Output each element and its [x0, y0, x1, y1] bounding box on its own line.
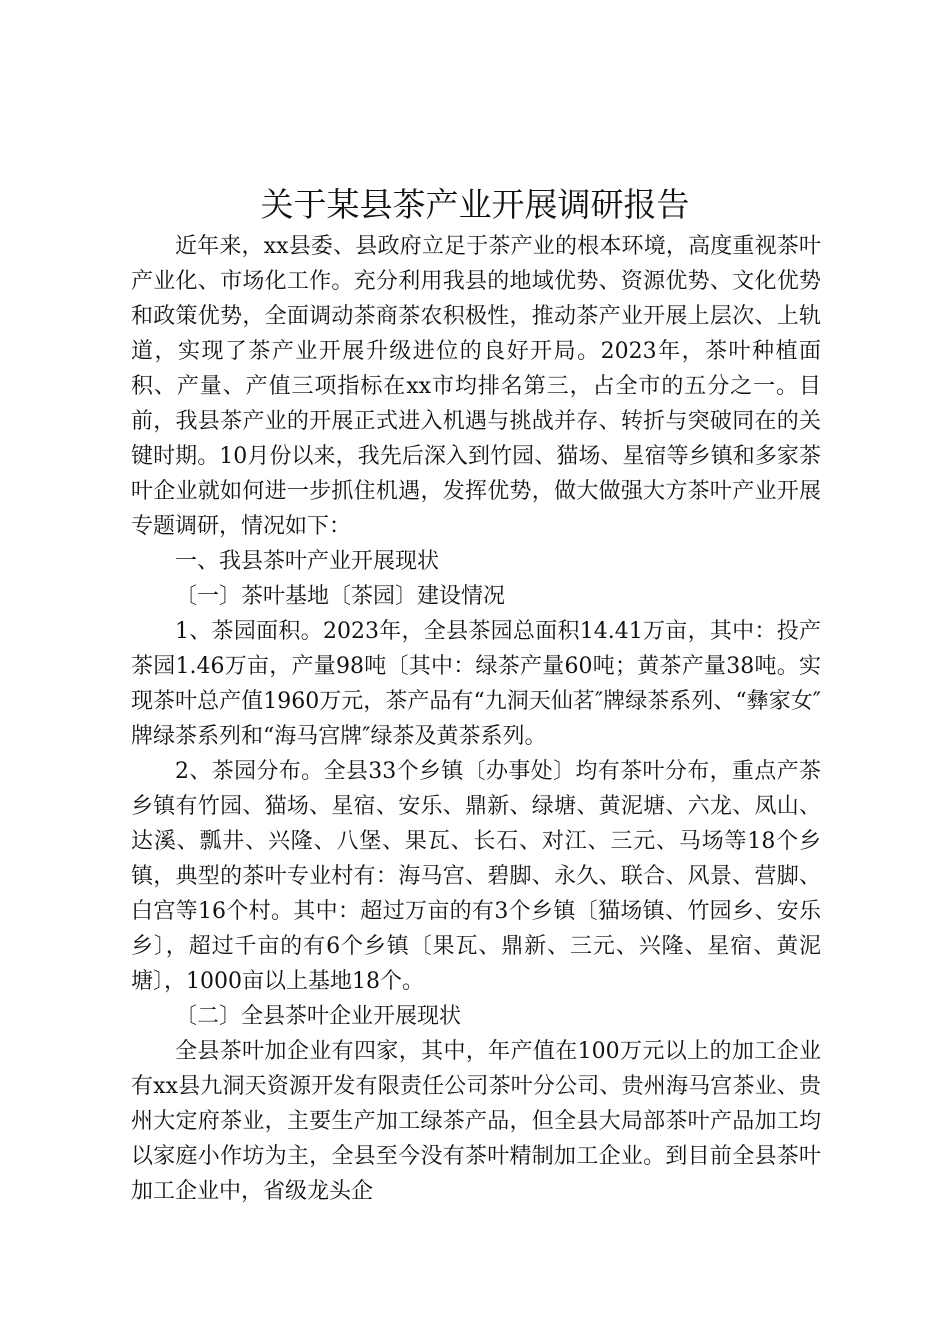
document-title: 关于某县茶产业开展调研报告 [260, 185, 690, 224]
paragraph-tea-enterprises: 全县茶叶加企业有四家，其中，年产值在100万元以上的加工企业有xx县九洞天资源开发有限责任公司茶叶分公司、贵州海马宫茶业、贵州大定府茶业，主要生产加工绿茶产品，但全县大局部茶叶产品加工均以家庭小作坊为主，全县至今没有茶叶精制加工企业。到目前全县茶叶加工企业中，省级龙头企 [131, 1039, 821, 1204]
section-heading-1: 一、我县茶叶产业开展现状 [175, 549, 440, 574]
subsection-heading-2: 〔二〕全县茶叶企业开展现状 [175, 1004, 462, 1029]
paragraph-tea-garden-distribution: 2、茶园分布。全县33个乡镇〔办事处〕均有茶叶分布，重点产茶乡镇有竹园、猫场、星宿、安乐、鼎新、绿塘、黄泥塘、六龙、凤山、达溪、瓢井、兴隆、八堡、果瓦、长石、对江、三元、马场等18个乡镇，典型的茶叶专业村有：海马宫、碧脚、永久、联合、风景、营脚、白宫等16个村。其中：超过万亩的有3个乡镇〔猫场镇、竹园乡、安乐乡〕，超过千亩的有6个乡镇〔果瓦、鼎新、三元、兴隆、星宿、黄泥塘〕，1000亩以上基地18个。 [131, 759, 821, 994]
subsection-heading-1: 〔一〕茶叶基地〔茶园〕建设情况 [175, 584, 506, 609]
document-body [131, 229, 821, 1209]
paragraph-tea-garden-area: 1、茶园面积。2023年，全县茶园总面积14.41万亩，其中：投产茶园1.46万亩，产量98吨〔其中：绿茶产量60吨；黄茶产量38吨。实现茶叶总产值1960万元，茶产品有“九洞天仙茗″牌绿茶系列、“彝家女″牌绿茶系列和“海马宫牌″绿茶及黄茶系列。 [131, 619, 821, 749]
intro-paragraph: 近年来，xx县委、县政府立足于茶产业的根本环境，高度重视茶叶产业化、市场化工作。充分利用我县的地域优势、资源优势、文化优势和政策优势，全面调动茶商茶农积极性，推动茶产业开展上层次、上轨道，实现了茶产业开展升级进位的良好开局。2023年，茶叶种植面积、产量、产值三项指标在xx市均排名第三，占全市的五分之一。目前，我县茶产业的开展正式进入机遇与挑战并存、转折与突破同在的关键时期。10月份以来，我先后深入到竹园、猫场、星宿等乡镇和多家茶叶企业就如何进一步抓住机遇，发挥优势，做大做强大方茶叶产业开展专题调研，情况如下： [131, 234, 821, 539]
